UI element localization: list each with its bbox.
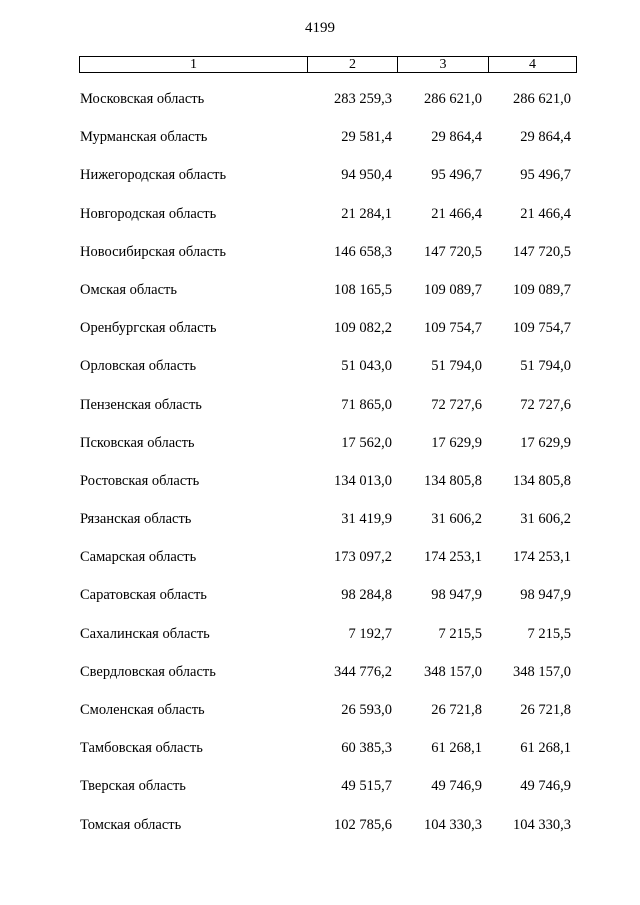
column-header-row <box>79 56 577 73</box>
table-row <box>0 662 640 700</box>
column-header-4: 4 <box>529 57 536 72</box>
value-col-3: 72 727,6 <box>431 396 482 413</box>
value-col-3: 7 215,5 <box>438 625 482 642</box>
table-row <box>0 242 640 280</box>
value-col-4: 95 496,7 <box>520 167 571 184</box>
table-row <box>0 815 640 853</box>
value-col-3: 49 746,9 <box>431 778 482 795</box>
table-row <box>0 280 640 318</box>
value-col-4: 98 947,9 <box>520 587 571 604</box>
value-col-4: 109 754,7 <box>513 320 571 337</box>
value-col-2: 102 785,6 <box>334 816 392 833</box>
region-name: Сахалинская область <box>80 625 210 642</box>
value-col-3: 286 621,0 <box>424 91 482 107</box>
value-col-4: 49 746,9 <box>520 778 571 795</box>
region-name: Орловская область <box>80 358 197 375</box>
region-name: Новосибирская область <box>80 243 226 260</box>
table-row <box>0 204 640 242</box>
value-col-3: 61 268,1 <box>431 740 482 757</box>
region-name: Свердловская область <box>80 663 216 680</box>
region-name: Ростовская область <box>80 472 200 489</box>
value-col-2: 98 284,8 <box>341 587 392 604</box>
value-col-4: 147 720,5 <box>513 243 571 260</box>
value-col-3: 21 466,4 <box>431 205 482 222</box>
value-col-3: 98 947,9 <box>431 587 482 604</box>
value-col-4: 104 330,3 <box>513 816 571 833</box>
value-col-2: 173 097,2 <box>334 549 392 566</box>
region-name: Нижегородская область <box>80 167 227 184</box>
table-row <box>0 738 640 776</box>
value-col-4: 7 215,5 <box>527 625 571 642</box>
table-row <box>0 509 640 547</box>
value-col-2: 71 865,0 <box>341 396 392 413</box>
value-col-3: 31 606,2 <box>431 511 482 528</box>
value-col-4: 109 089,7 <box>513 281 571 298</box>
value-col-2: 344 776,2 <box>334 663 392 680</box>
table-row <box>0 318 640 356</box>
value-col-2: 17 562,0 <box>341 434 392 451</box>
value-col-2: 29 581,4 <box>341 129 392 146</box>
value-col-2: 60 385,3 <box>341 740 392 757</box>
table-row <box>0 89 640 127</box>
value-col-4: 26 721,8 <box>520 702 571 718</box>
value-col-4: 51 794,0 <box>520 358 571 375</box>
column-header-2: 2 <box>308 57 398 72</box>
value-col-4: 134 805,8 <box>513 472 571 489</box>
region-name: Рязанская область <box>80 511 192 528</box>
value-col-3: 109 754,7 <box>424 320 482 337</box>
value-col-2: 21 284,1 <box>341 205 392 222</box>
value-col-2: 134 013,0 <box>334 472 392 489</box>
value-col-2: 31 419,9 <box>341 511 392 528</box>
region-name: Московская область <box>80 91 205 107</box>
table-row <box>0 127 640 165</box>
page-number: 4199 <box>305 20 335 36</box>
region-name: Новгородская область <box>80 205 217 222</box>
value-col-4: 61 268,1 <box>520 740 571 757</box>
table-row <box>0 585 640 623</box>
region-name: Смоленская область <box>80 702 205 718</box>
value-col-3: 348 157,0 <box>424 663 482 680</box>
table-row <box>0 776 640 814</box>
column-header-1: 1 <box>80 57 308 72</box>
table-row <box>0 165 640 203</box>
value-col-3: 109 089,7 <box>424 281 482 298</box>
value-col-3: 29 864,4 <box>431 129 482 146</box>
value-col-4: 348 157,0 <box>513 663 571 680</box>
table-row <box>0 547 640 585</box>
region-name: Самарская область <box>80 549 197 566</box>
value-col-3: 147 720,5 <box>424 243 482 260</box>
value-col-3: 104 330,3 <box>424 816 482 833</box>
table-row <box>0 471 640 509</box>
value-col-2: 7 192,7 <box>348 625 392 642</box>
value-col-2: 283 259,3 <box>334 91 392 107</box>
table-body <box>0 89 640 853</box>
value-col-2: 109 082,2 <box>334 320 392 337</box>
value-col-4: 286 621,0 <box>513 91 571 107</box>
value-col-3: 134 805,8 <box>424 472 482 489</box>
region-name: Омская область <box>80 281 177 298</box>
region-name: Саратовская область <box>80 587 207 604</box>
value-col-3: 17 629,9 <box>431 434 482 451</box>
value-col-2: 49 515,7 <box>341 778 392 795</box>
value-col-2: 94 950,4 <box>341 167 392 184</box>
value-col-3: 174 253,1 <box>424 549 482 566</box>
value-col-2: 108 165,5 <box>334 281 392 298</box>
value-col-4: 72 727,6 <box>520 396 571 413</box>
value-col-2: 146 658,3 <box>334 243 392 260</box>
value-col-2: 26 593,0 <box>341 702 392 718</box>
table-row <box>0 700 640 738</box>
table-row <box>0 356 640 394</box>
value-col-4: 174 253,1 <box>513 549 571 566</box>
value-col-4: 31 606,2 <box>520 511 571 528</box>
region-name: Мурманская область <box>80 129 208 146</box>
column-header-3: 3 <box>398 57 489 72</box>
region-name: Томская область <box>80 816 182 833</box>
region-name: Псковская область <box>80 434 195 451</box>
region-name: Пензенская область <box>80 396 202 413</box>
value-col-4: 17 629,9 <box>520 434 571 451</box>
value-col-3: 26 721,8 <box>431 702 482 718</box>
value-col-2: 51 043,0 <box>341 358 392 375</box>
value-col-3: 95 496,7 <box>431 167 482 184</box>
region-name: Тверская область <box>80 778 186 795</box>
table-row <box>0 624 640 662</box>
value-col-4: 21 466,4 <box>520 205 571 222</box>
region-name: Тамбовская область <box>80 740 203 757</box>
value-col-4: 29 864,4 <box>520 129 571 146</box>
region-name: Оренбургская область <box>80 320 217 337</box>
table-row <box>0 395 640 433</box>
table-row <box>0 433 640 471</box>
value-col-3: 51 794,0 <box>431 358 482 375</box>
